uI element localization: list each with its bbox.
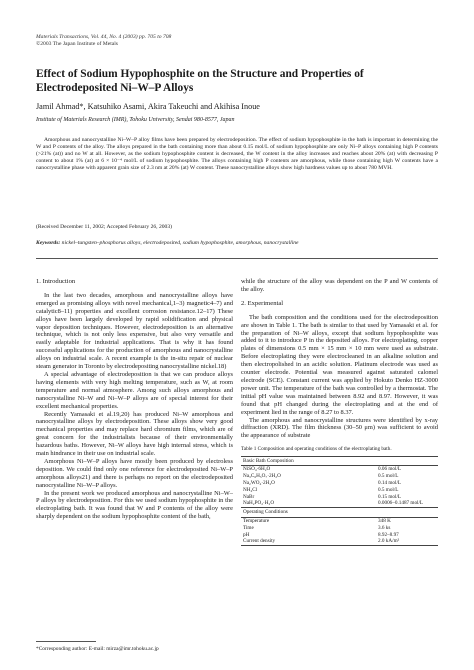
keywords-label: Keywords:	[36, 240, 61, 246]
experimental-paragraph: The amorphous and nanocrystalline structures were identified by x-ray diffraction (XRD). The film thickness (30–50 μm) was sufficient to avoid the appearance of substrate	[241, 416, 438, 440]
intro-paragraph: In the present work we produced amorphous and nanocrystalline Ni–W–P alloys by electrodeposition. For this we used sodium hypophosphite in the electroplating bath. It was found that W and P contents of the alloy were sharply dependent on the sodium hypophosphite content of the bath,	[36, 489, 233, 521]
keywords-list: nickel–tungsten–phosphorus alloys, electrodeposited, sodium hypophosphite, amorphous, nanocrystalline	[61, 240, 299, 246]
table-row	[241, 500, 438, 507]
table-cell: Na₂WO₄·2H₂O	[243, 480, 275, 487]
paper-title: Effect of Sodium Hypophosphite on the Structure and Properties of Electrodeposited Ni–W–P Alloys	[36, 68, 364, 95]
table-cell: NaBr	[243, 493, 255, 500]
table-row	[241, 538, 438, 545]
table-caption: Table 1 Composition and operating conditions of the electroplating bath.	[241, 446, 392, 453]
table-cell: NiSO₄·6H₂O	[243, 466, 271, 473]
section-heading-experimental: 2. Experimental	[241, 299, 284, 307]
journal-header	[36, 34, 171, 48]
table-cell: NH₄Cl	[243, 486, 258, 493]
table-cell: Current density	[241, 538, 376, 545]
received-dates: (Received December 11, 2002; Accepted February 26, 2003)	[36, 224, 173, 230]
experimental-paragraph: The bath composition and the conditions used for the electrodeposition are shown in Table 1. The bath is similar to that used by Yamasaki et al. for the preparation of Ni–W alloys, except that sodium hypophosphite was added to it to introduce P in the deposited alloys. For electroplating, copper plates of dimensions 0.5 mm × 15 mm × 10 mm were used as substrate. Before electroplating they were electrocleaned in an alkaline solution and then electropolished in an acidic solution. Platinum electrode was used as counter electrode. Potential was measured against saturated calomel electrode (SCE). Constant current was applied by Hokuto Denko HZ-3000 power unit. The temperature of the bath was controlled by a thermostat. The initial pH value was maintained between 8.92 and 8.97. However, it was found that pH changed during the electroplating and at the end of experiment lied in the range of 8.27 to 8.37.	[241, 313, 438, 416]
footnote-divider	[36, 641, 96, 642]
table-cell: Temperature	[243, 518, 270, 524]
table-cell: 0.14 mol/L	[378, 480, 402, 487]
intro-paragraph: A special advantage of electrodeposition is that we can produce alloys having elements with very high melting temperature, such as W, at room temperature and normal atmosphere. Among such alloys amorphous and nanocrystalline Ni–W and Ni–W–P alloys are of special interest for their excellent mechanical properties.	[36, 370, 233, 410]
table-cell: 0.06 mol/L	[378, 466, 402, 473]
corresponding-author-footnote: *Corresponding author: E-mail: mirza@imr.tohoku.ac.jp	[36, 646, 159, 652]
table-row	[241, 466, 438, 473]
table-row	[241, 518, 438, 525]
intro-paragraph: In the last two decades, amorphous and nanocrystalline alloys have emerged as promising alloys with novel mechanical,1–3) magnetic4–7) and catalytic8–11) properties and excellent corrosion resistance.12–17) These alloys have been largely developed by rapid solidification and physical vapor deposition techniques. However, electrodeposition is an alternative technique, which is not only less expensive, but also very versatile and easily adaptable for industrial applications. That is why it has found successful applications for the production of amorphous and nanocrystalline alloys on industrial scale. A recent example is the in-situ repair of nuclear steam generator in Toronto by electrodepositing nanocrystalline nickel.18)	[36, 291, 233, 371]
table-group-header	[241, 508, 438, 518]
table-cell: 0.5 mol/L	[378, 486, 399, 493]
section-heading-introduction: 1. Introduction	[36, 278, 76, 285]
paper-authors: Jamil Ahmad*, Katsuhiko Asami, Akira Takeuchi and Akihisa Inoue	[36, 102, 260, 111]
intro-paragraph: Recently Yamasaki et al.19,20) has produced Ni–W amorphous and nanocrystalline alloys by electrodeposition. These alloys show very good mechanical properties and may replace hard chromium films, which are of great concern for the industrialists because of their environmentally hazardous baths. However, Ni–W alloys have high internal stress, which is main hindrance in their use on industrial scale.	[36, 410, 233, 458]
table-row	[241, 473, 438, 480]
operating-conditions-heading: Operating Conditions	[241, 508, 438, 518]
copyright-line: ©2003 The Japan Institute of Metals	[36, 41, 118, 47]
table-cell: Na₃C₆H₅O₇·2H₂O	[243, 473, 281, 480]
table-row	[241, 480, 438, 487]
intro-continuation: while the structure of the alloy was dependent on the P and W contents of the alloy.	[241, 278, 438, 293]
bath-table	[241, 456, 438, 547]
table-cell: 2.0 kA/m²	[376, 538, 438, 545]
table-row	[241, 494, 438, 501]
abstract: Amorphous and nanocrystalline Ni–W–P alloy films have been prepared by electrodeposition. The effect of sodium hypophosphite in the bath is important in determining the W and P contents of the alloy. The alloys prepared in the bath containing more than about 0.15 mol/L of sodium hypophosphite are only Ni–P alloys containing high P contents (>21% (at)) and no W at all. However, as the sodium hypophosphite content is decreased, the W content in the alloy increases and reaches about 20% (at) with decreasing P content to about 1% (at) at 6 × 10⁻⁴ mol/L of sodium hypophosphite. The alloys containing high P contents are amorphous, while those containing high W contents have a nanocrystalline phase with apparent grain size of 2.3 nm at 20% (at) W content. These nanocrystalline alloys show high hardness values up to about 780 MVH.	[36, 137, 438, 172]
bath-composition-heading: Basic Bath Composition	[241, 456, 438, 466]
table-group-header	[241, 456, 438, 466]
table-cell: 0.5 mol/L	[378, 473, 399, 480]
author-affiliation: Institute of Materials Research (IMR), Tohoku University, Sendai 980-8577, Japan	[36, 117, 235, 123]
table-row	[241, 532, 438, 539]
table-cell: 3.6 ks	[378, 524, 391, 531]
table-row	[241, 525, 438, 532]
header-divider	[36, 258, 438, 259]
table-cell: 0.15 mol/L	[378, 493, 402, 500]
table-cell: NaH₂PO₂·H₂O	[243, 500, 275, 507]
table-cell: 8.92–8.97	[378, 531, 399, 538]
table-cell: Time	[243, 524, 254, 531]
table-cell: pH	[243, 531, 250, 538]
table-cell: 0.0006–0.1487 mol/L	[378, 500, 424, 507]
table-cell: 348 K	[378, 518, 391, 524]
intro-paragraph: Amorphous Ni–W–P alloys have mostly been produced by electroless deposition. We could find only one reference for electrodeposited Ni–W–P amorphous alloys21) and there is perhaps no report on the electrodeposited nanocrystalline Ni–W–P alloys.	[36, 457, 233, 489]
table-row	[241, 487, 438, 494]
right-column	[241, 278, 438, 546]
journal-line: Materials Transactions, Vol. 44, No. 4 (2003) pp. 705 to 708	[36, 34, 172, 40]
keywords	[36, 240, 438, 246]
left-column	[36, 278, 233, 521]
